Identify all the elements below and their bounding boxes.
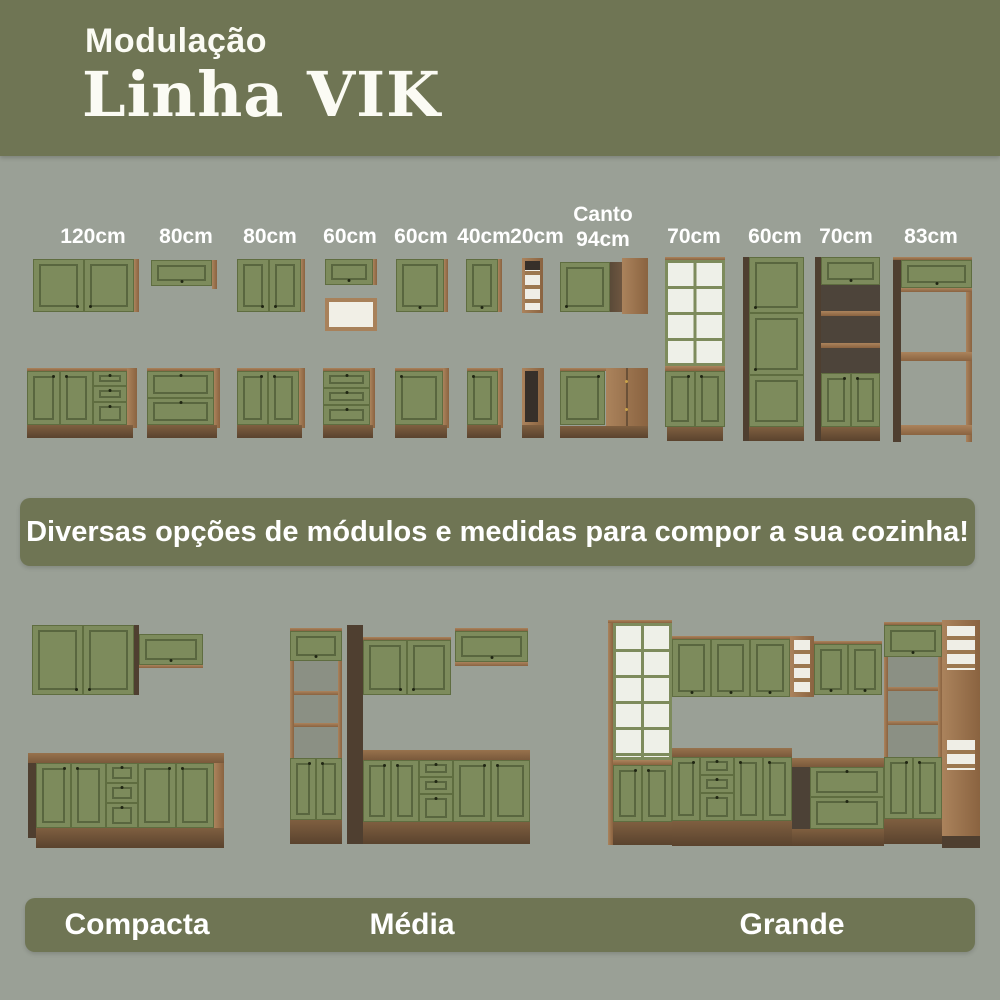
grande-base-left — [672, 748, 792, 846]
corner-recess — [792, 767, 810, 829]
drawer — [106, 803, 138, 828]
module-base-20-open — [522, 368, 544, 438]
grande-wall-right — [814, 641, 882, 695]
grande-base-corner — [792, 758, 884, 846]
door — [83, 625, 134, 695]
open-shelves — [794, 640, 810, 693]
open-slot — [525, 371, 538, 422]
module-wall-60 — [396, 259, 448, 312]
drawer — [700, 793, 734, 821]
door — [316, 758, 342, 820]
size-label-70b: 70cm — [819, 225, 873, 248]
flap-door — [325, 259, 373, 285]
plinth — [36, 828, 224, 848]
door — [84, 259, 134, 312]
door — [491, 760, 530, 822]
grande-open-shelf — [790, 636, 814, 697]
door — [821, 373, 851, 427]
header-kicker: Modulação — [85, 22, 268, 60]
header — [0, 0, 1000, 156]
door — [391, 760, 419, 822]
flap-door — [884, 625, 942, 657]
door — [665, 371, 695, 427]
door — [467, 371, 498, 425]
module-tall-70-cristaleira — [665, 257, 725, 441]
plinth — [942, 836, 980, 848]
wood-side — [444, 259, 448, 312]
module-base-94-canto — [560, 368, 648, 438]
wood-side — [214, 763, 224, 828]
door — [734, 757, 763, 821]
door — [407, 640, 451, 695]
plinth — [323, 425, 373, 438]
wood-side — [443, 368, 449, 428]
plinth — [237, 425, 302, 438]
plinth — [884, 819, 942, 844]
drawer — [147, 398, 214, 425]
wood-shelf — [821, 311, 880, 316]
drawer — [323, 405, 370, 425]
door — [395, 371, 443, 425]
wood-shelf — [901, 425, 972, 435]
door — [884, 757, 913, 819]
drawer — [106, 763, 138, 783]
slogan-banner — [20, 498, 975, 566]
door — [749, 375, 804, 427]
door — [672, 639, 711, 697]
wood-side — [370, 368, 375, 428]
size-label-83: 83cm — [904, 225, 958, 248]
open-oven-space — [821, 285, 880, 373]
drawer — [93, 371, 127, 386]
wood-side — [301, 259, 305, 312]
open-shelves — [947, 626, 975, 670]
door — [33, 259, 84, 312]
media-wood-column — [347, 625, 363, 844]
module-base-120 — [27, 368, 137, 438]
wood-side — [212, 260, 217, 289]
shelf-shadow — [525, 261, 540, 270]
module-tall-60-paneleiro — [743, 257, 804, 441]
module-tall-70-tower — [815, 257, 880, 441]
label-media: Média — [369, 908, 455, 941]
door — [749, 257, 804, 313]
door — [363, 640, 407, 695]
door — [848, 644, 882, 695]
corner-wood-panel — [622, 258, 648, 314]
module-tall-83-fridge-frame — [893, 257, 972, 442]
drawer — [810, 767, 884, 797]
flap-door — [139, 634, 203, 665]
compacta-wall-flap — [139, 634, 203, 668]
module-wall-80-flap — [151, 260, 217, 289]
flap-door — [901, 260, 972, 288]
door — [396, 259, 444, 312]
wood-side — [28, 763, 36, 838]
wood-side — [134, 259, 139, 312]
plinth — [147, 425, 217, 438]
wood-side — [290, 661, 294, 758]
door — [176, 763, 214, 828]
size-label-canto: Canto — [573, 203, 633, 226]
size-label-70a: 70cm — [667, 225, 721, 248]
plinth — [821, 427, 880, 441]
size-label-60c: 60cm — [748, 225, 802, 248]
compacta-wall-cabinet — [32, 625, 139, 695]
flap-door — [455, 631, 528, 662]
size-label-40: 40cm — [457, 225, 511, 248]
media-hot-tower — [290, 628, 347, 844]
plinth — [467, 425, 501, 438]
open-shelving — [290, 661, 342, 758]
drawer — [700, 775, 734, 793]
wood-side — [338, 661, 342, 758]
module-base-60-door — [395, 368, 449, 438]
wood-side — [373, 259, 377, 285]
wood-side — [893, 260, 901, 442]
drawer — [419, 760, 453, 777]
open-niche — [325, 298, 377, 331]
size-label-60b: 60cm — [394, 225, 448, 248]
label-compacta: Compacta — [64, 908, 210, 941]
module-base-60-drawers — [323, 368, 375, 438]
size-label-80b: 80cm — [243, 225, 297, 248]
glass-doors — [665, 260, 725, 366]
door — [466, 259, 498, 312]
wood-shelf — [821, 343, 880, 348]
wood-shelf — [294, 691, 338, 695]
panel-seam — [626, 368, 628, 426]
drawer — [700, 757, 734, 775]
grande-glass-hutch — [608, 620, 672, 845]
drawer — [323, 388, 370, 405]
media-wall-flap — [455, 628, 528, 666]
door — [750, 639, 790, 697]
wood-bottom — [139, 665, 203, 668]
wood-band — [901, 288, 972, 292]
module-base-80-drawers — [147, 368, 220, 438]
wood-shelf — [901, 352, 972, 361]
module-wall-80 — [237, 259, 305, 312]
media-base-run — [363, 750, 530, 844]
door — [453, 760, 491, 822]
door — [363, 760, 391, 822]
media-wall-cabinet — [363, 637, 451, 695]
countertop — [672, 748, 792, 757]
flap-door — [821, 257, 880, 285]
plinth — [395, 425, 447, 438]
module-wall-60-flap-niche — [325, 259, 377, 331]
size-label-20: 20cm — [510, 225, 564, 248]
plinth — [363, 822, 530, 844]
drawer — [323, 371, 370, 388]
flap-door — [151, 260, 212, 286]
module-wall-94-canto — [560, 258, 648, 314]
drawer — [93, 386, 127, 402]
wood-shelf — [888, 687, 938, 691]
door — [138, 763, 176, 828]
kitchen-labels-bar — [25, 898, 975, 952]
plinth — [613, 822, 672, 845]
page-title: Linha VIK — [82, 58, 442, 131]
countertop — [792, 758, 884, 767]
grande-right-tower — [884, 622, 942, 844]
door — [71, 763, 106, 828]
module-base-80-doors — [237, 368, 305, 438]
drawer — [419, 794, 453, 822]
slogan-text: Diversas opções de módulos e medidas para compor a sua cozinha! — [26, 515, 969, 548]
door — [32, 625, 83, 695]
wood-side — [299, 368, 305, 428]
drawer — [147, 371, 214, 398]
door — [237, 371, 268, 425]
module-wall-40 — [466, 259, 502, 312]
wood-side — [127, 368, 137, 428]
grande-tall-wood-panel — [942, 620, 980, 848]
door — [672, 757, 700, 821]
module-wall-120 — [33, 259, 139, 312]
grande-wall-run — [672, 636, 790, 697]
door — [642, 765, 672, 822]
door — [290, 758, 316, 820]
drawer — [106, 783, 138, 803]
glass-doors — [613, 623, 672, 760]
countertop — [28, 753, 224, 763]
plinth — [27, 425, 133, 438]
plinth — [749, 427, 804, 441]
wood-side — [966, 292, 972, 442]
door — [763, 757, 792, 821]
plinth — [522, 425, 544, 438]
plinth — [792, 829, 884, 846]
drawer — [810, 797, 884, 829]
size-label-80a: 80cm — [159, 225, 213, 248]
drawer — [419, 777, 453, 794]
door — [695, 371, 725, 427]
door — [613, 765, 642, 822]
label-grande: Grande — [739, 908, 845, 941]
size-label-94: 94cm — [576, 228, 630, 251]
hinge — [625, 408, 628, 411]
plinth — [290, 820, 342, 844]
hinge — [625, 380, 628, 383]
wood-shelf — [888, 721, 938, 725]
size-label-120: 120cm — [60, 225, 126, 248]
wood-shelf — [455, 662, 528, 666]
countertop — [363, 750, 530, 760]
plinth — [672, 821, 792, 846]
door — [814, 644, 848, 695]
door — [36, 763, 71, 828]
wood-side — [884, 657, 888, 757]
compacta-base-run — [28, 753, 224, 848]
door — [269, 259, 301, 312]
door — [560, 262, 610, 312]
plinth — [560, 426, 648, 438]
module-base-40-door — [467, 368, 503, 438]
wood-side — [498, 259, 502, 312]
size-label-60a: 60cm — [323, 225, 377, 248]
open-shelves — [947, 740, 975, 770]
corner-shade — [610, 262, 622, 312]
door — [711, 639, 750, 697]
plinth — [667, 427, 723, 441]
door — [851, 373, 880, 427]
door — [60, 371, 93, 425]
wood-shelf — [294, 723, 338, 727]
folding-wood-panel — [606, 368, 648, 426]
door — [749, 313, 804, 375]
door — [560, 371, 605, 425]
wood-side — [214, 368, 220, 428]
door — [237, 259, 269, 312]
open-shelving — [884, 657, 942, 757]
door — [913, 757, 942, 819]
module-wall-20-shelves — [522, 258, 543, 313]
drawer — [93, 402, 127, 425]
flap-door — [290, 631, 342, 661]
door — [268, 371, 299, 425]
door — [27, 371, 60, 425]
wood-side — [498, 368, 503, 428]
